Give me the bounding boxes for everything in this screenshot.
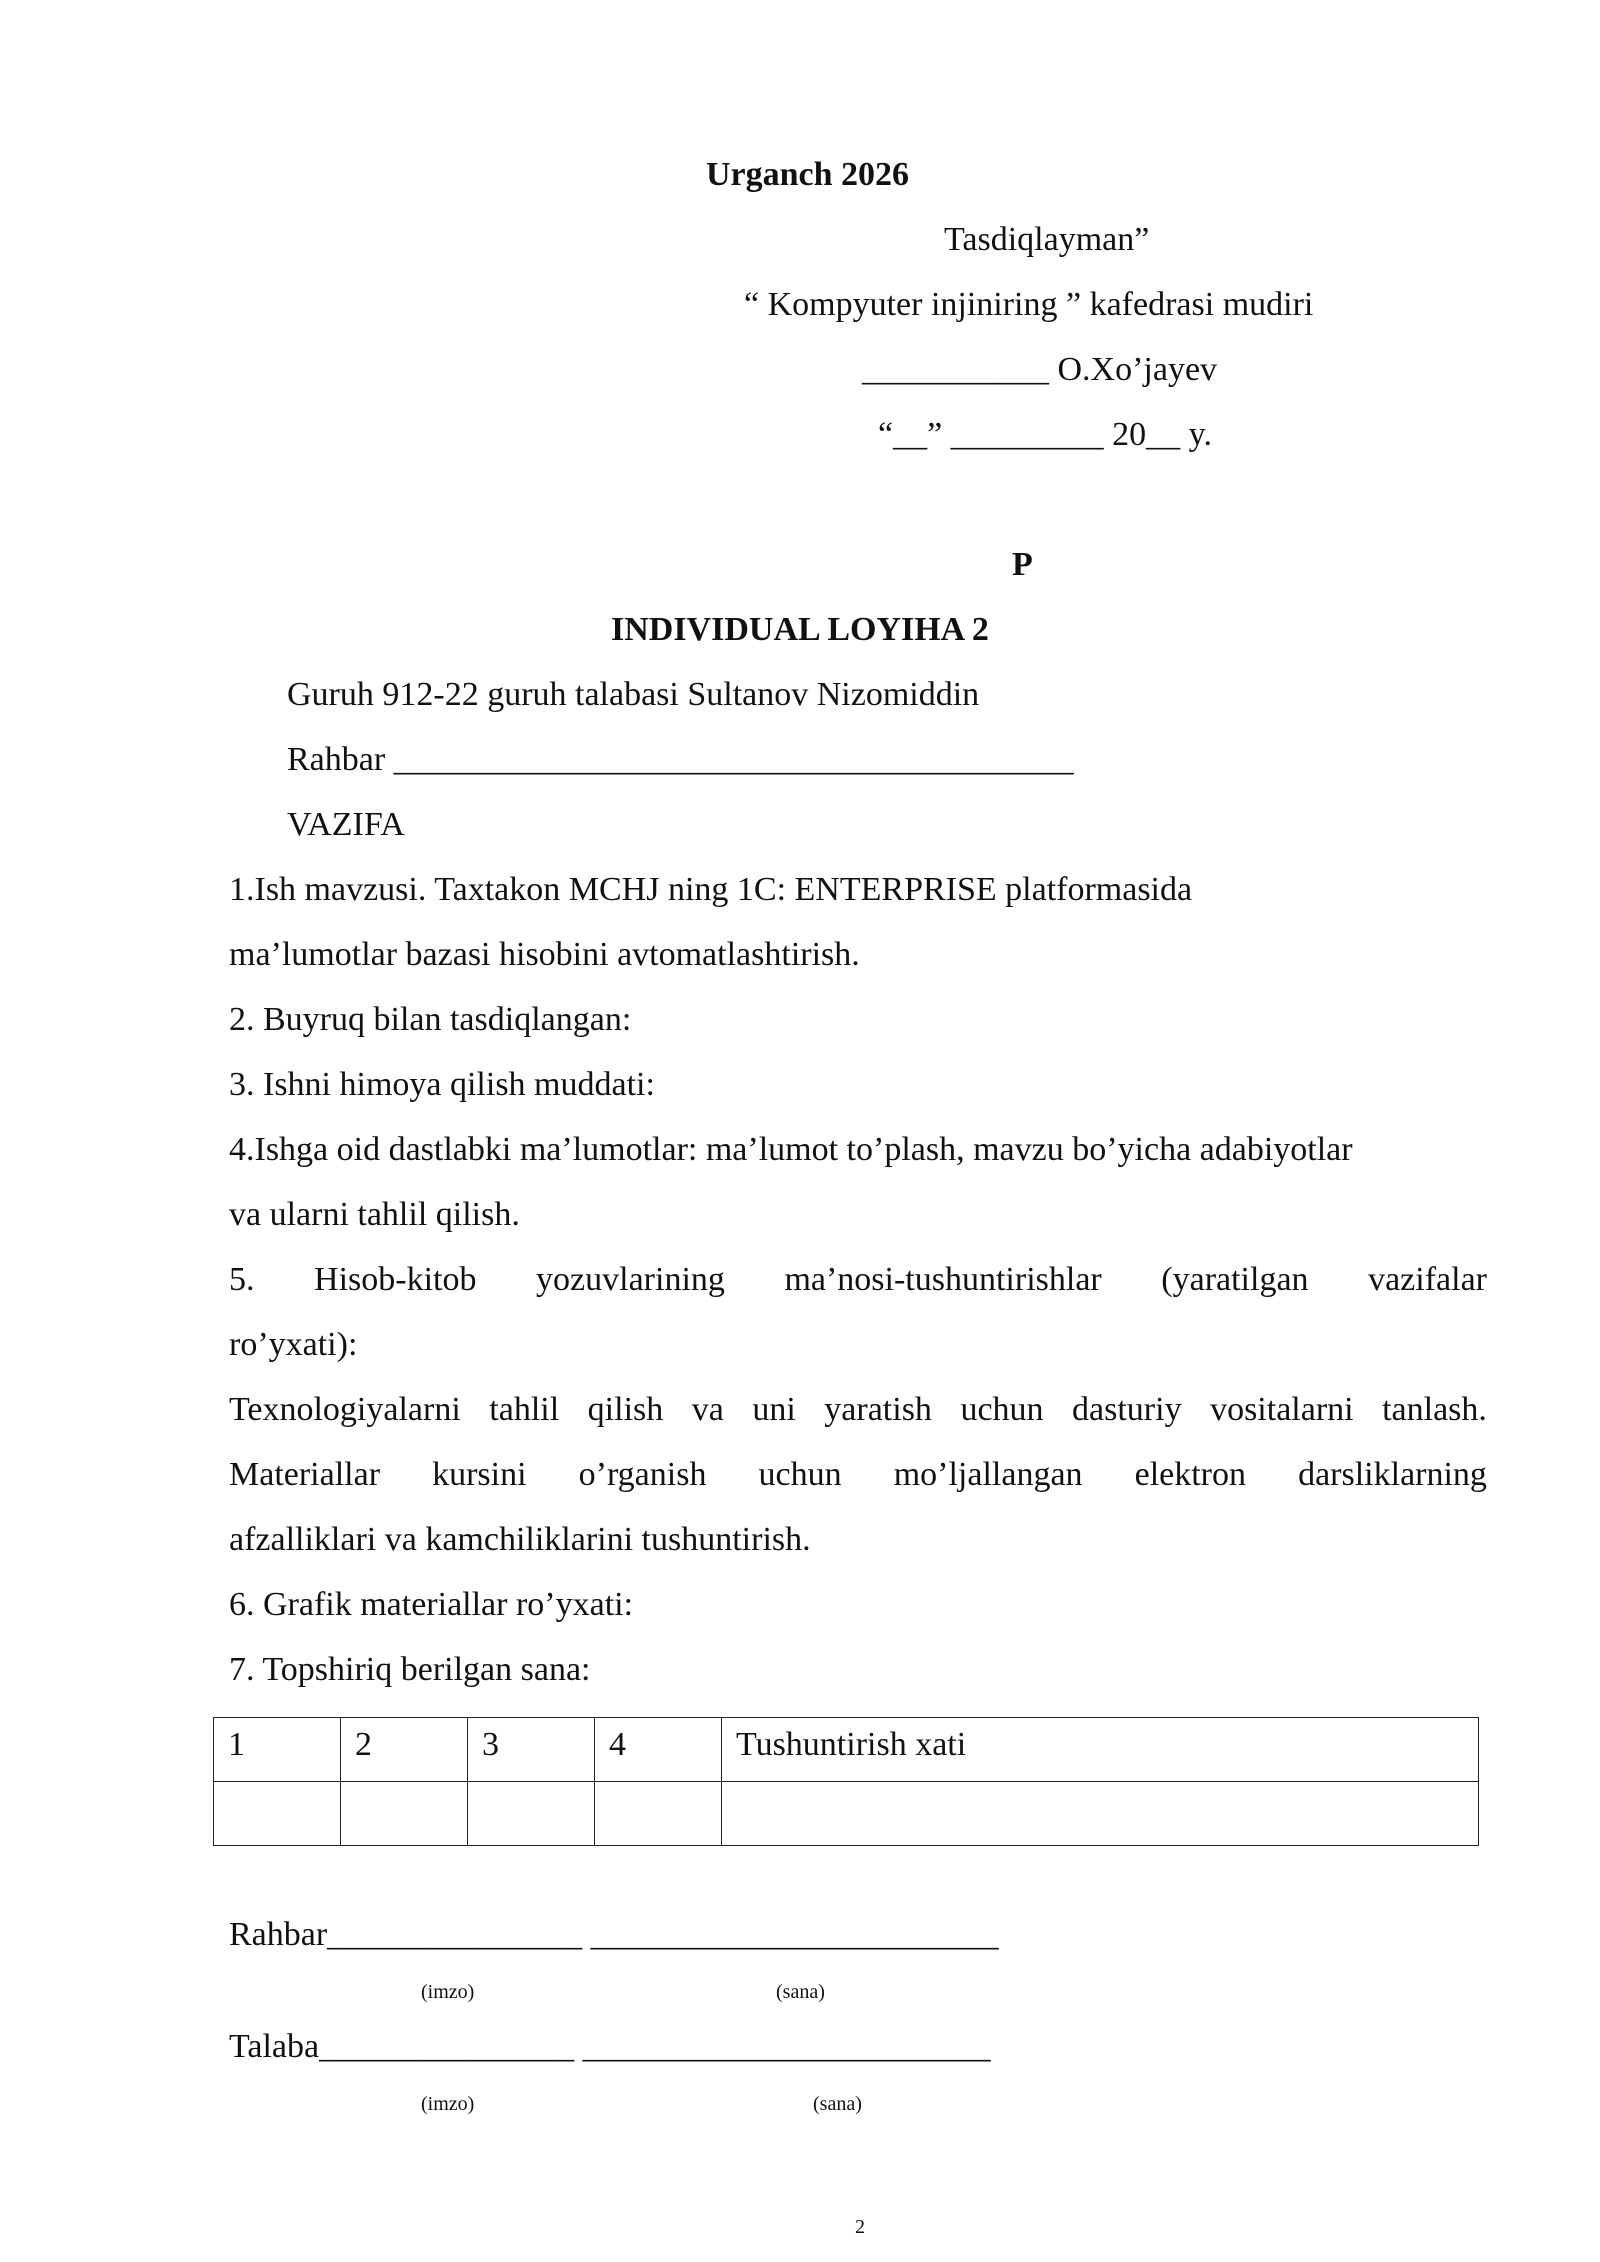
item-7: 7. Topshiriq berilgan sana:	[229, 1651, 591, 1688]
table-header-cell	[595, 1718, 722, 1782]
supervisor-line: Rahbar ________________________________________	[287, 741, 1074, 778]
paragraph-line-2	[229, 1458, 1487, 1492]
word: darsliklarning	[1298, 1456, 1487, 1493]
table-header-cell	[214, 1718, 341, 1782]
cell-text: 4	[609, 1726, 626, 1763]
paragraph-line-1	[229, 1393, 1487, 1427]
word: yozuvlarining	[536, 1261, 725, 1298]
cell-text: 1	[228, 1726, 245, 1763]
word: mo’ljallangan	[893, 1456, 1083, 1493]
page-title: INDIVIDUAL LOYIHA 2	[611, 611, 989, 648]
cell-text: 3	[482, 1726, 499, 1763]
word: tahlil	[489, 1391, 560, 1428]
item-3: 3. Ishni himoya qilish muddati:	[229, 1066, 655, 1103]
word: uchun	[960, 1391, 1044, 1428]
paragraph-line-3: afzalliklari va kamchiliklarini tushuntirish.	[229, 1521, 811, 1558]
head-signature-line: ___________ O.Xo’jayev	[862, 351, 1218, 388]
approval-date-line: “__” _________ 20__ y.	[878, 416, 1212, 453]
department-line: “ Kompyuter injiniring ” kafedrasi mudiri	[744, 286, 1314, 323]
table-header-cell	[468, 1718, 595, 1782]
city-year: Urganch 2026	[706, 156, 910, 193]
title-letter: P	[1012, 546, 1033, 583]
student-sign-caption: (imzo)	[421, 2093, 475, 2115]
word: o’rganish	[578, 1456, 707, 1493]
word: qilish	[587, 1391, 664, 1428]
word: vositalarni	[1210, 1391, 1354, 1428]
cell-text: 2	[355, 1726, 372, 1763]
page-number: 2	[855, 2216, 865, 2238]
item-5-line-1	[229, 1263, 1487, 1297]
table-header-row	[214, 1718, 1479, 1782]
item-4-line-1: 4.Ishga oid dastlabki ma’lumotlar: ma’lumot to’plash, mavzu bo’yicha adabiyotlar	[229, 1131, 1353, 1168]
item-4-line-2: va ularni tahlil qilish.	[229, 1196, 520, 1233]
word: kursini	[432, 1456, 527, 1493]
word: yaratish	[824, 1391, 932, 1428]
word: dasturiy	[1072, 1391, 1182, 1428]
cell-text: Tushuntirish xati	[736, 1726, 967, 1763]
student-signature-line: Talaba_______________ ________________________	[229, 2028, 991, 2065]
table-cell	[468, 1782, 595, 1846]
student-date-caption: (sana)	[813, 2093, 862, 2115]
word: uchun	[758, 1456, 842, 1493]
supervisor-sign-caption: (imzo)	[421, 1981, 475, 2003]
task-table	[213, 1717, 1479, 1846]
word: uni	[752, 1391, 796, 1428]
table-row	[214, 1782, 1479, 1846]
table-cell	[722, 1782, 1479, 1846]
supervisor-date-caption: (sana)	[776, 1981, 825, 2003]
table-header-cell	[722, 1718, 1479, 1782]
word: Materiallar	[229, 1456, 381, 1493]
word: Texnologiyalarni	[229, 1391, 461, 1428]
table-cell	[595, 1782, 722, 1846]
word: elektron	[1134, 1456, 1247, 1493]
table-header-cell	[341, 1718, 468, 1782]
word: ma’nosi-tushuntirishlar	[784, 1261, 1102, 1298]
word: 5.	[229, 1261, 255, 1298]
item-6: 6. Grafik materiallar ro’yxati:	[229, 1586, 634, 1623]
item-1-line-1: 1.Ish mavzusi. Taxtakon MCHJ ning 1C: ENTERPRISE platformasida	[229, 871, 1193, 908]
student-group-line: Guruh 912-22 guruh talabasi Sultanov Nizomiddin	[287, 676, 980, 713]
table-cell	[214, 1782, 341, 1846]
item-2: 2. Buyruq bilan tasdiqlangan:	[229, 1001, 632, 1038]
word: vazifalar	[1368, 1261, 1487, 1298]
word: Hisob-kitob	[314, 1261, 477, 1298]
supervisor-signature-line: Rahbar_______________ ________________________	[229, 1916, 999, 1953]
item-5-line-2: ro’yxati):	[229, 1326, 358, 1363]
word: (yaratilgan	[1161, 1261, 1309, 1298]
word: tanlash.	[1382, 1391, 1487, 1428]
word: va	[691, 1391, 724, 1428]
item-1-line-2: ma’lumotlar bazasi hisobini avtomatlashtirish.	[229, 936, 860, 973]
approval-heading: Tasdiqlayman”	[944, 221, 1150, 258]
task-heading: VAZIFA	[287, 806, 405, 843]
table-cell	[341, 1782, 468, 1846]
